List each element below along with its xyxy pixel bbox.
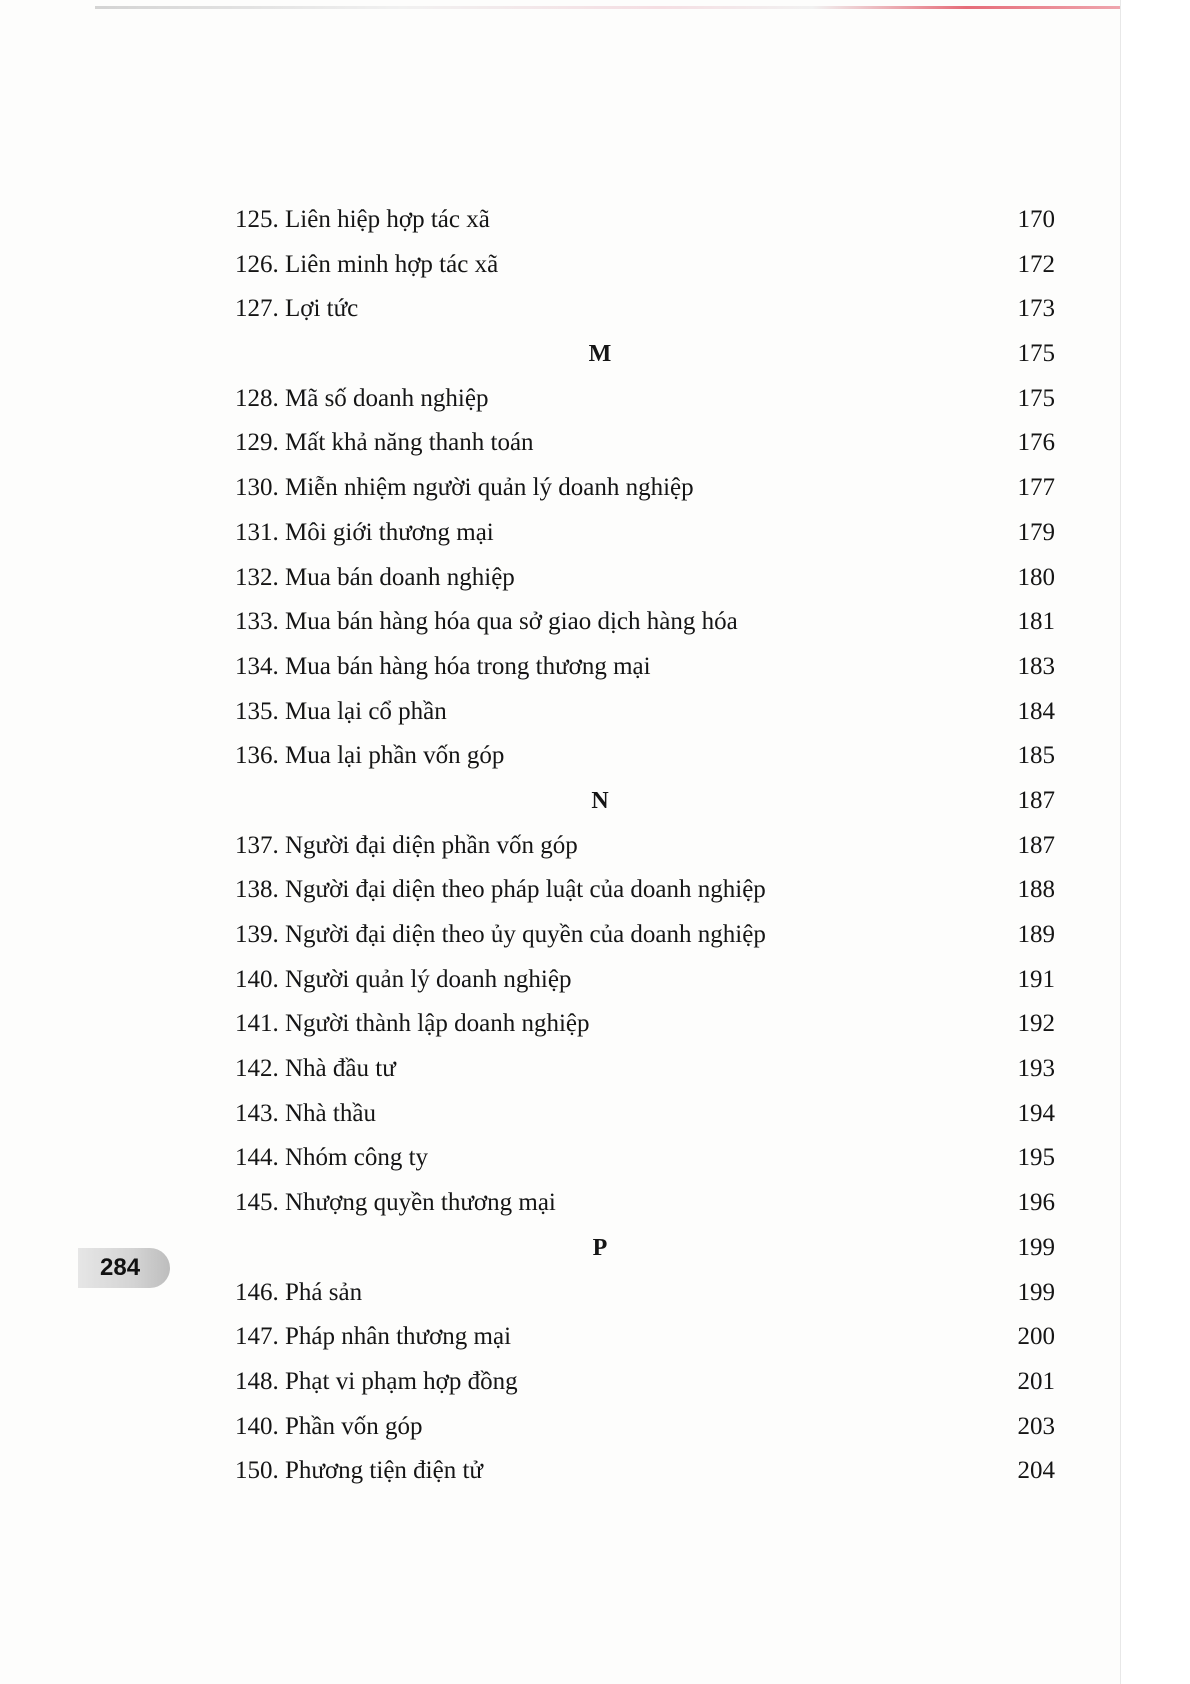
entry-page-number: 194 (1017, 1099, 1055, 1127)
entry-title: 136. Mua lại phần vốn góp (235, 742, 505, 770)
entry-page-number: 173 (1017, 295, 1055, 323)
entry-page-number: 203 (1017, 1412, 1055, 1440)
entry-page-number: 201 (1017, 1367, 1055, 1395)
entry-page-number: 176 (1017, 429, 1055, 457)
entry-page-number: 179 (1017, 518, 1055, 546)
toc-entry (235, 1360, 1055, 1405)
entry-title: 142. Nhà đầu tư (235, 1055, 396, 1083)
entry-page-number: 199 (1017, 1278, 1055, 1306)
toc-section-heading (235, 1226, 1055, 1271)
toc-entry (235, 1449, 1055, 1494)
entry-title: 128. Mã số doanh nghiệp (235, 384, 489, 412)
toc-entry (235, 958, 1055, 1003)
section-letter: N (591, 787, 609, 814)
toc-entry (235, 511, 1055, 556)
toc-entry (235, 1315, 1055, 1360)
entry-title: 141. Người thành lập doanh nghiệp (235, 1010, 590, 1038)
toc-entry (235, 1047, 1055, 1092)
toc-entry (235, 1181, 1055, 1226)
toc-entry (235, 556, 1055, 601)
entry-page-number: 204 (1017, 1457, 1055, 1485)
toc-entry (235, 913, 1055, 958)
toc-entry (235, 1271, 1055, 1316)
toc-entry (235, 466, 1055, 511)
toc-entry (235, 868, 1055, 913)
entry-title: 146. Phá sản (235, 1278, 363, 1306)
entry-title: 126. Liên minh hợp tác xã (235, 250, 499, 278)
entry-title: 140. Người quản lý doanh nghiệp (235, 965, 572, 993)
toc-entry (235, 287, 1055, 332)
toc-entry (235, 645, 1055, 690)
entry-title: 138. Người đại diện theo pháp luật của doanh nghiệp (235, 876, 766, 904)
toc-entry (235, 421, 1055, 466)
entry-page-number: 184 (1017, 697, 1055, 725)
toc-entry (235, 824, 1055, 869)
entry-title: 139. Người đại diện theo ủy quyền của doanh nghiệp (235, 921, 766, 948)
toc-entry (235, 1092, 1055, 1137)
entry-title: 148. Phạt vi phạm hợp đồng (235, 1367, 518, 1395)
entry-title: 134. Mua bán hàng hóa trong thương mại (235, 652, 651, 680)
entry-title: 137. Người đại diện phần vốn góp (235, 831, 578, 859)
entry-title: 145. Nhượng quyền thương mại (235, 1189, 556, 1217)
entry-page-number: 183 (1017, 652, 1055, 680)
entry-page-number: 175 (1017, 384, 1055, 412)
entry-title: 144. Nhóm công ty (235, 1144, 429, 1172)
entry-page-number: 193 (1017, 1055, 1055, 1083)
entry-title: 132. Mua bán doanh nghiệp (235, 563, 515, 591)
entry-page-number: 191 (1017, 965, 1055, 993)
toc-entry (235, 690, 1055, 735)
entry-title: 147. Pháp nhân thương mại (235, 1323, 512, 1351)
page-number-badge: 284 (78, 1248, 170, 1288)
entry-page-number: 187 (1017, 786, 1055, 814)
entry-title: 133. Mua bán hàng hóa qua sở giao dịch hàng hóa (235, 608, 738, 636)
entry-page-number: 172 (1017, 250, 1055, 278)
entry-page-number: 195 (1017, 1144, 1055, 1172)
entry-title: 140. Phần vốn góp (235, 1412, 423, 1440)
entry-page-number: 200 (1017, 1323, 1055, 1351)
entry-title: 150. Phương tiện điện tử (235, 1457, 483, 1485)
entry-title: 130. Miễn nhiệm người quản lý doanh nghiệp (235, 474, 694, 502)
top-edge-rule (95, 6, 1120, 9)
entry-page-number: 196 (1017, 1189, 1055, 1217)
table-of-contents (235, 198, 1055, 1494)
entry-page-number: 187 (1017, 831, 1055, 859)
entry-page-number: 181 (1017, 608, 1055, 636)
toc-entry (235, 1002, 1055, 1047)
toc-entry (235, 198, 1055, 243)
entry-page-number: 188 (1017, 876, 1055, 904)
entry-page-number: 177 (1017, 474, 1055, 502)
entry-title: 131. Môi giới thương mại (235, 518, 494, 546)
toc-entry (235, 377, 1055, 422)
entry-page-number: 189 (1017, 921, 1055, 948)
entry-page-number: 180 (1017, 563, 1055, 591)
entry-title: 129. Mất khả năng thanh toán (235, 429, 534, 457)
entry-page-number: 170 (1017, 206, 1055, 233)
entry-title: 135. Mua lại cổ phần (235, 697, 447, 725)
toc-section-heading (235, 779, 1055, 824)
entry-page-number: 199 (1017, 1233, 1055, 1261)
entry-title: 127. Lợi tức (235, 295, 359, 323)
entry-title: 143. Nhà thầu (235, 1099, 376, 1127)
toc-entry (235, 1136, 1055, 1181)
toc-entry (235, 243, 1055, 288)
toc-entry (235, 1405, 1055, 1450)
toc-section-heading (235, 332, 1055, 377)
toc-entry (235, 600, 1055, 645)
toc-entry (235, 734, 1055, 779)
entry-page-number: 185 (1017, 742, 1055, 770)
entry-title: 125. Liên hiệp hợp tác xã (235, 206, 490, 233)
section-letter: P (592, 1234, 608, 1261)
entry-page-number: 192 (1017, 1010, 1055, 1038)
section-letter: M (588, 341, 612, 368)
entry-page-number: 175 (1017, 340, 1055, 368)
